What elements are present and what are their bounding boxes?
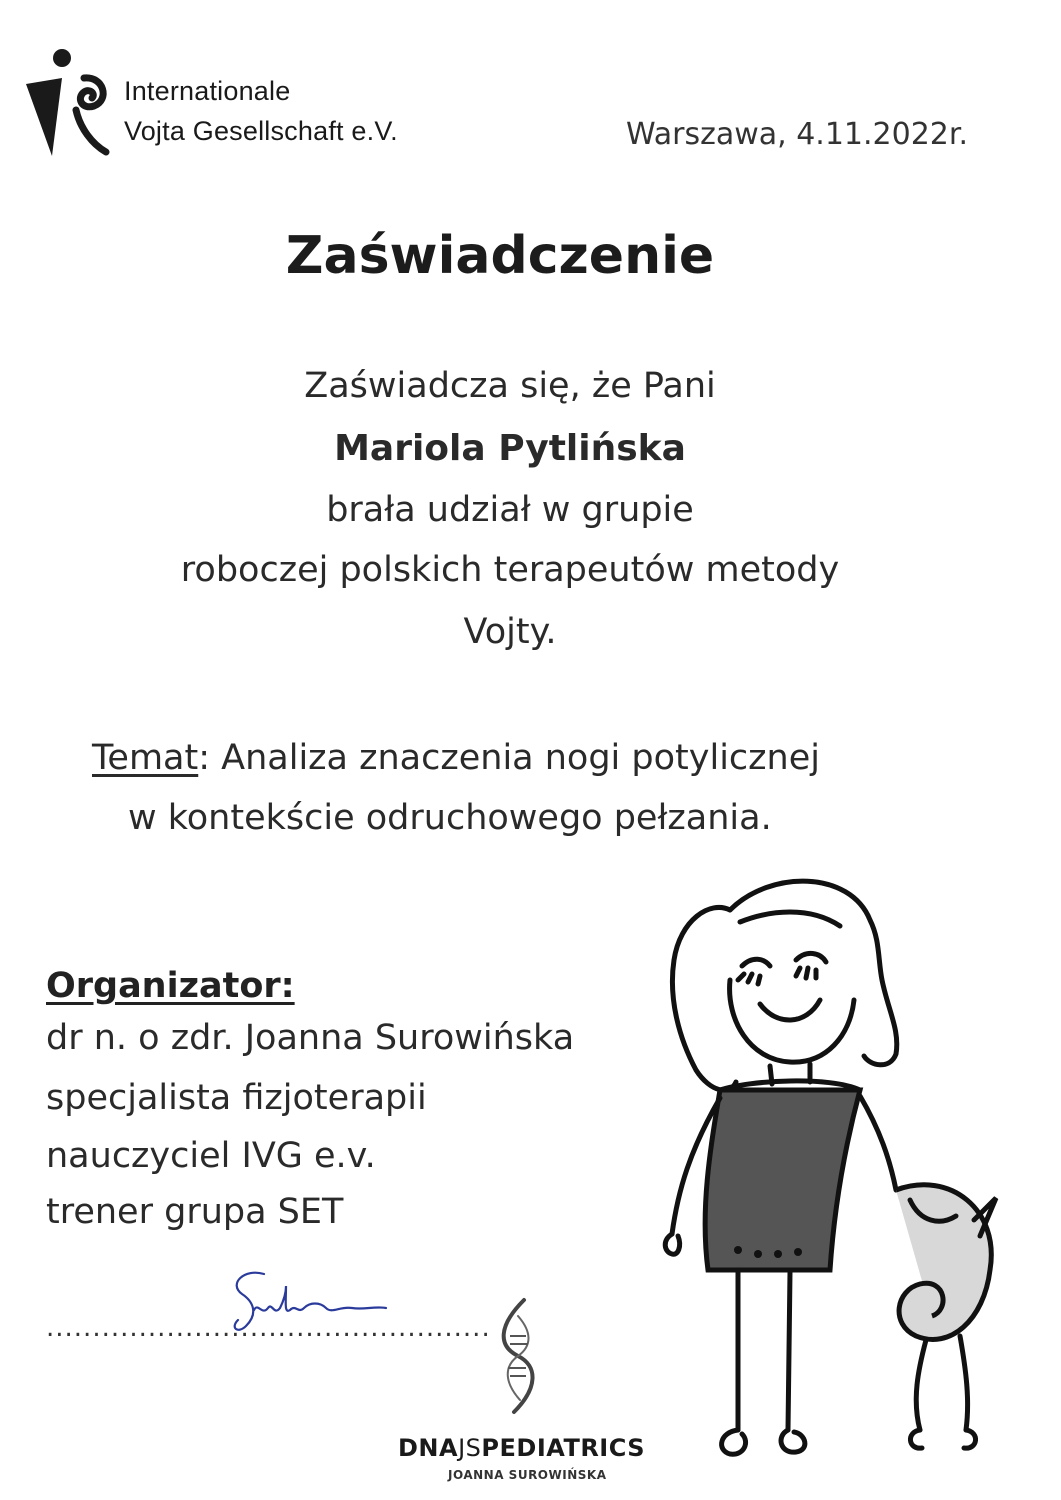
vojta-logo-icon bbox=[22, 48, 114, 158]
topic-label: Temat bbox=[92, 738, 199, 778]
participant-name: Mariola Pytlińska bbox=[334, 428, 686, 469]
brand-subtitle: JOANNA SUROWIŃSKA bbox=[448, 1468, 607, 1482]
girl-with-baby-drawing bbox=[620, 870, 1050, 1490]
topic-text1: : Analiza znaczenia nogi potylicznej bbox=[198, 738, 820, 778]
certificate-intro: Zaświadcza się, że Pani bbox=[304, 366, 716, 406]
document-title: Zaświadczenie bbox=[285, 226, 715, 286]
organizer-line4: trener grupa SET bbox=[46, 1192, 344, 1232]
place-date: Warszawa, 4.11.2022r. bbox=[626, 117, 969, 152]
brand-part2: JS bbox=[458, 1434, 482, 1462]
organizer-line1: dr n. o zdr. Joanna Surowińska bbox=[46, 1018, 575, 1058]
organizer-heading: Organizator: bbox=[46, 966, 295, 1006]
certificate-line5: Vojty. bbox=[463, 612, 557, 652]
signature-line: ................................................ bbox=[46, 1313, 491, 1343]
organizer-line3: nauczyciel IVG e.v. bbox=[46, 1136, 376, 1176]
organization-name-line2: Vojta Gesellschaft e.V. bbox=[124, 116, 398, 146]
certificate-line3: brała udział w grupie bbox=[326, 490, 694, 530]
certificate-line4: roboczej polskich terapeutów metody bbox=[180, 550, 840, 590]
brand-part3: PEDIATRICS bbox=[481, 1434, 646, 1462]
handwritten-signature bbox=[224, 1262, 414, 1342]
organizer-line2: specjalista fizjoterapii bbox=[46, 1078, 427, 1118]
topic-line1 bbox=[92, 738, 820, 778]
brand-part1: DNA bbox=[398, 1434, 459, 1462]
organization-name-line1: Internationale bbox=[124, 76, 291, 106]
topic-line2: w kontekście odruchowego pełzania. bbox=[128, 798, 772, 838]
brand-name bbox=[398, 1434, 645, 1462]
dna-helix-icon bbox=[488, 1296, 548, 1416]
